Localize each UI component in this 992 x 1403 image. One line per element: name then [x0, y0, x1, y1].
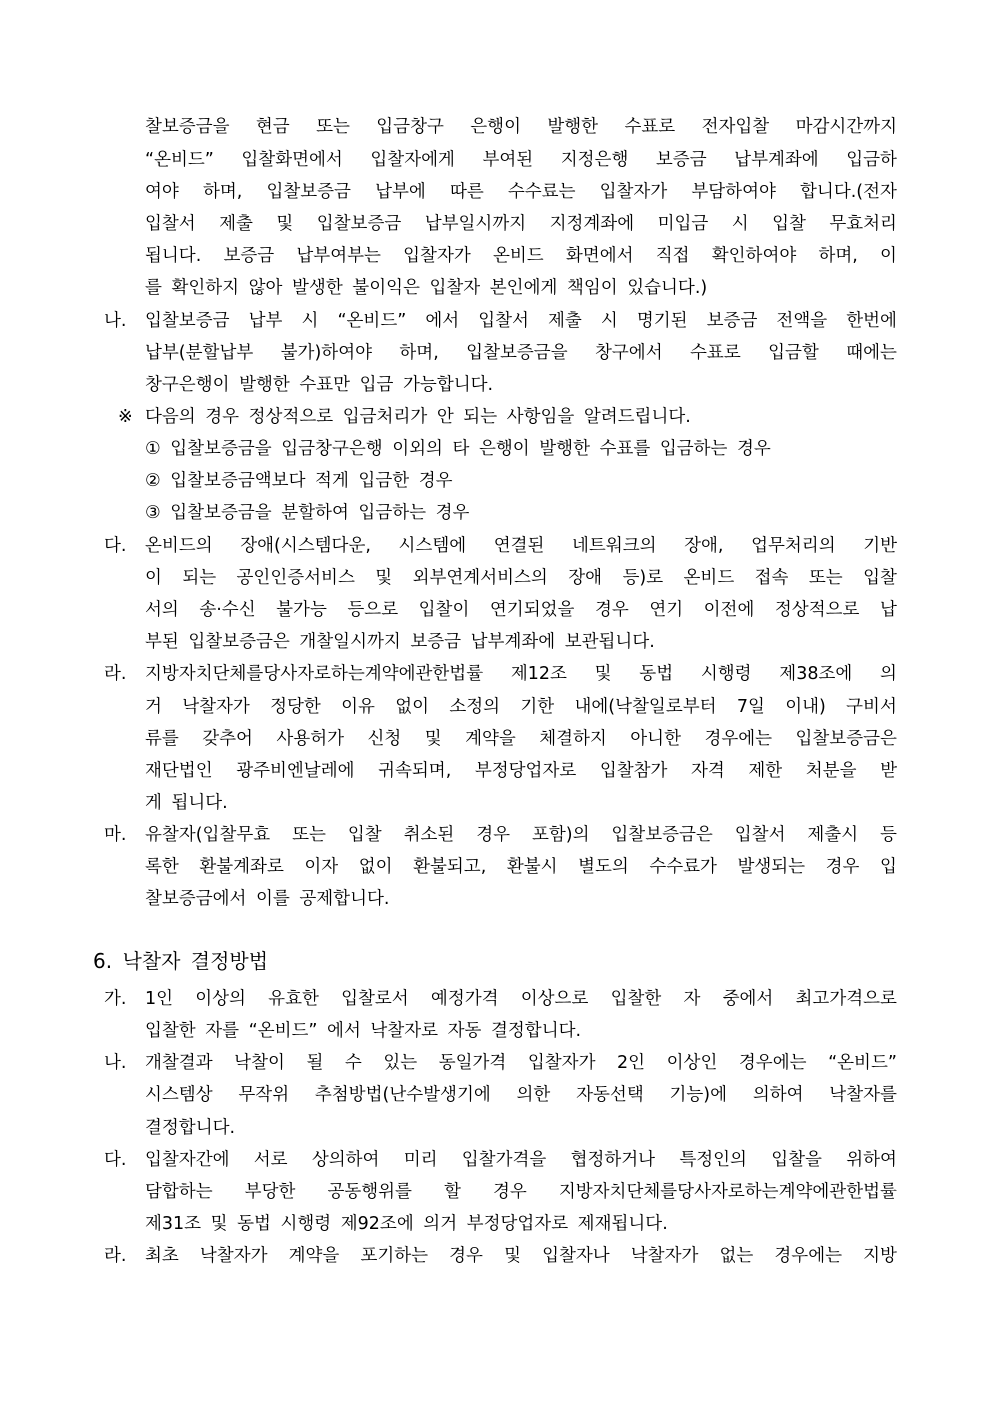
- section-heading: 6. 낙찰자 결정방법: [93, 949, 269, 973]
- text-line: 개찰결과 낙찰이 될 수 있는 동일가격 입찰자가 2인 이상인 경우에는 “온비드”: [145, 1053, 897, 1073]
- text-line: 입찰한 자를 “온비드” 에서 낙찰자로 자동 결정합니다.: [145, 1021, 582, 1041]
- text-line: 제31조 및 동법 시행령 제92조에 의거 부정당업자로 제재됩니다.: [145, 1214, 668, 1234]
- text-line: ② 입찰보증금액보다 적게 입금한 경우: [145, 471, 453, 491]
- text-line: 록한 환불계좌로 이자 없이 환불되고, 환불시 별도의 수수료가 발생되는 경우 입: [145, 857, 897, 877]
- text-line: 입찰자간에 서로 상의하여 미리 입찰가격을 협정하거나 특정인의 입찰을 위하여: [145, 1150, 897, 1170]
- text-line: 유찰자(입찰무효 또는 입찰 취소된 경우 포함)의 입찰보증금은 입찰서 제출시 등: [145, 825, 897, 845]
- text-line: 시스템상 무작위 추첨방법(난수발생기에 의한 자동선택 기능)에 의하여 낙찰자를: [145, 1085, 897, 1105]
- list-marker: 라.: [104, 664, 127, 684]
- text-line: 거 낙찰자가 정당한 이유 없이 소정의 기한 내에(낙찰일로부터 7일 이내) 구비서: [145, 697, 897, 717]
- text-line: 찰보증금에서 이를 공제합니다.: [145, 889, 390, 909]
- text-line: 결정합니다.: [145, 1118, 236, 1138]
- list-marker: ※: [118, 407, 133, 427]
- list-marker: 나.: [104, 311, 127, 331]
- list-marker: 다.: [104, 1150, 127, 1170]
- text-line: 담합하는 부당한 공동행위를 할 경우 지방자치단체를당사자로하는계약에관한법률: [145, 1182, 897, 1202]
- text-line: 온비드의 장애(시스템다운, 시스템에 연결된 네트워크의 장애, 업무처리의 기반: [145, 536, 897, 556]
- text-line: ③ 입찰보증금을 분할하여 입금하는 경우: [145, 503, 470, 523]
- list-marker: 라.: [104, 1246, 127, 1266]
- list-marker: 가.: [104, 989, 127, 1009]
- list-marker: 마.: [104, 825, 127, 845]
- text-line: ① 입찰보증금을 입금창구은행 이외의 타 은행이 발행한 수표를 입금하는 경우: [145, 439, 771, 459]
- text-line: 다음의 경우 정상적으로 입금처리가 안 되는 사항임을 알려드립니다.: [145, 407, 691, 427]
- text-line: 입찰서 제출 및 입찰보증금 납부일시까지 지정계좌에 미입금 시 입찰 무효처리: [145, 214, 897, 234]
- text-line: 지방자치단체를당사자로하는계약에관한법률 제12조 및 동법 시행령 제38조에 의: [145, 664, 897, 684]
- text-line: 1인 이상의 유효한 입찰로서 예정가격 이상으로 입찰한 자 중에서 최고가격으로: [145, 989, 897, 1009]
- text-line: 게 됩니다.: [145, 793, 228, 813]
- list-marker: 나.: [104, 1053, 127, 1073]
- text-line: 최초 낙찰자가 계약을 포기하는 경우 및 입찰자나 낙찰자가 없는 경우에는 지방: [145, 1246, 897, 1266]
- text-line: 됩니다. 보증금 납부여부는 입찰자가 온비드 화면에서 직접 확인하여야 하며, 이: [145, 246, 897, 266]
- text-line: 를 확인하지 않아 발생한 불이익은 입찰자 본인에게 책임이 있습니다.): [145, 278, 708, 298]
- text-line: 서의 송·수신 불가능 등으로 입찰이 연기되었을 경우 연기 이전에 정상적으로 납: [145, 600, 897, 620]
- text-line: 이 되는 공인인증서비스 및 외부연계서비스의 장애 등)로 온비드 접속 또는 입찰: [145, 568, 897, 588]
- text-line: 류를 갖추어 사용허가 신청 및 계약을 체결하지 아니한 경우에는 입찰보증금은: [145, 729, 897, 749]
- text-line: 부된 입찰보증금은 개찰일시까지 보증금 납부계좌에 보관됩니다.: [145, 632, 655, 652]
- text-line: 찰보증금을 현금 또는 입금창구 은행이 발행한 수표로 전자입찰 마감시간까지: [145, 117, 897, 137]
- list-marker: 다.: [104, 536, 127, 556]
- text-line: “온비드” 입찰화면에서 입찰자에게 부여된 지정은행 보증금 납부계좌에 입금하: [145, 150, 897, 170]
- text-line: 납부(분할납부 불가)하여야 하며, 입찰보증금을 창구에서 수표로 입금할 때에는: [145, 343, 897, 363]
- text-line: 입찰보증금 납부 시 “온비드” 에서 입찰서 제출 시 명기된 보증금 전액을 한번에: [145, 311, 897, 331]
- text-line: 여야 하며, 입찰보증금 납부에 따른 수수료는 입찰자가 부담하여야 합니다.(전자: [145, 182, 897, 202]
- text-line: 재단법인 광주비엔날레에 귀속되며, 부정당업자로 입찰참가 자격 제한 처분을 받: [145, 761, 897, 781]
- text-line: 창구은행이 발행한 수표만 입금 가능합니다.: [145, 375, 494, 395]
